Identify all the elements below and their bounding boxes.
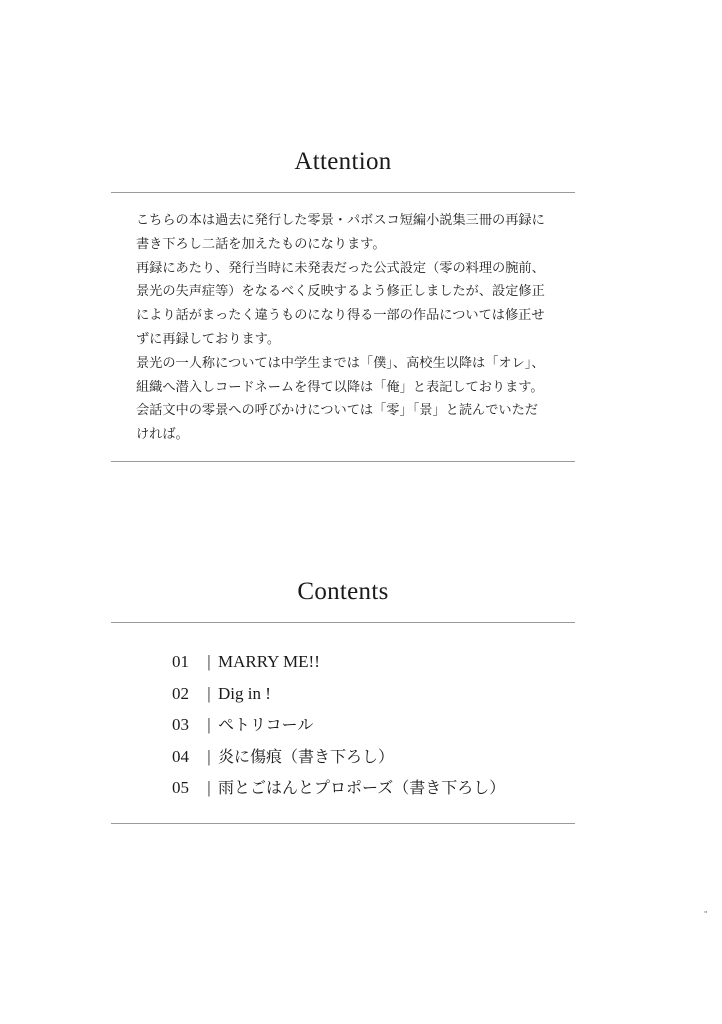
contents-list [172, 648, 572, 806]
entry-number: 03 [172, 715, 189, 734]
notice-line: 組織へ潜入しコードネームを得て以降は「俺」と表記しております。 [136, 379, 544, 395]
entry-separator: | [207, 778, 211, 797]
contents-entry-04[interactable] [172, 743, 572, 775]
corner-mark: " [704, 910, 708, 918]
entry-number: 02 [172, 683, 189, 703]
notice-line: 書き下ろし二話を加えたものになります。 [136, 236, 386, 252]
attention-notice [136, 209, 558, 447]
notice-line: こちらの本は過去に発行した零景・パボスコ短編小説集三冊の再録に [136, 213, 545, 228]
contents-entry-03[interactable] [172, 711, 572, 743]
entry-title: 炎に傷痕（書き下ろし） [218, 746, 395, 766]
entry-separator: | [207, 746, 211, 766]
notice-line: により話がまったく違うものになり得る一部の作品については修正せ [136, 308, 545, 324]
contents-top-rule [111, 622, 575, 623]
contents-entry-05[interactable] [172, 774, 572, 806]
entry-number: 04 [172, 746, 189, 766]
entry-title: MARRY ME!! [218, 652, 320, 671]
contents-heading: Contents [297, 578, 389, 605]
notice-line: 再録にあたり、発行当時に未発表だった公式設定（零の料理の腕前、 [136, 260, 545, 276]
entry-number: 01 [172, 652, 189, 671]
contents-bottom-rule [111, 823, 575, 824]
entry-separator: | [207, 683, 211, 703]
attention-top-rule [111, 192, 575, 193]
entry-separator: | [207, 652, 211, 671]
attention-heading: Attention [294, 148, 392, 175]
notice-line: ければ。 [136, 427, 189, 443]
notice-line: ずに再録しております。 [136, 331, 281, 347]
notice-line: 景光の一人称については中学生までは「僕」、高校生以降は「オレ」、 [136, 355, 545, 371]
notice-line: 景光の失声症等）をなるべく反映するよう修正しましたが、設定修正 [136, 284, 545, 300]
entry-title: Dig in ! [218, 683, 271, 703]
attention-bottom-rule [111, 461, 575, 462]
notice-line: 会話文中の零景への呼びかけについては「零」「景」と読んでいただ [136, 403, 538, 419]
entry-number: 05 [172, 778, 189, 797]
contents-entry-02[interactable] [172, 680, 572, 712]
contents-entry-01[interactable] [172, 648, 572, 680]
entry-separator: | [207, 715, 211, 734]
entry-title: ペトリコール [218, 715, 314, 734]
entry-title: 雨とごはんとプロポーズ（書き下ろし） [218, 778, 506, 797]
